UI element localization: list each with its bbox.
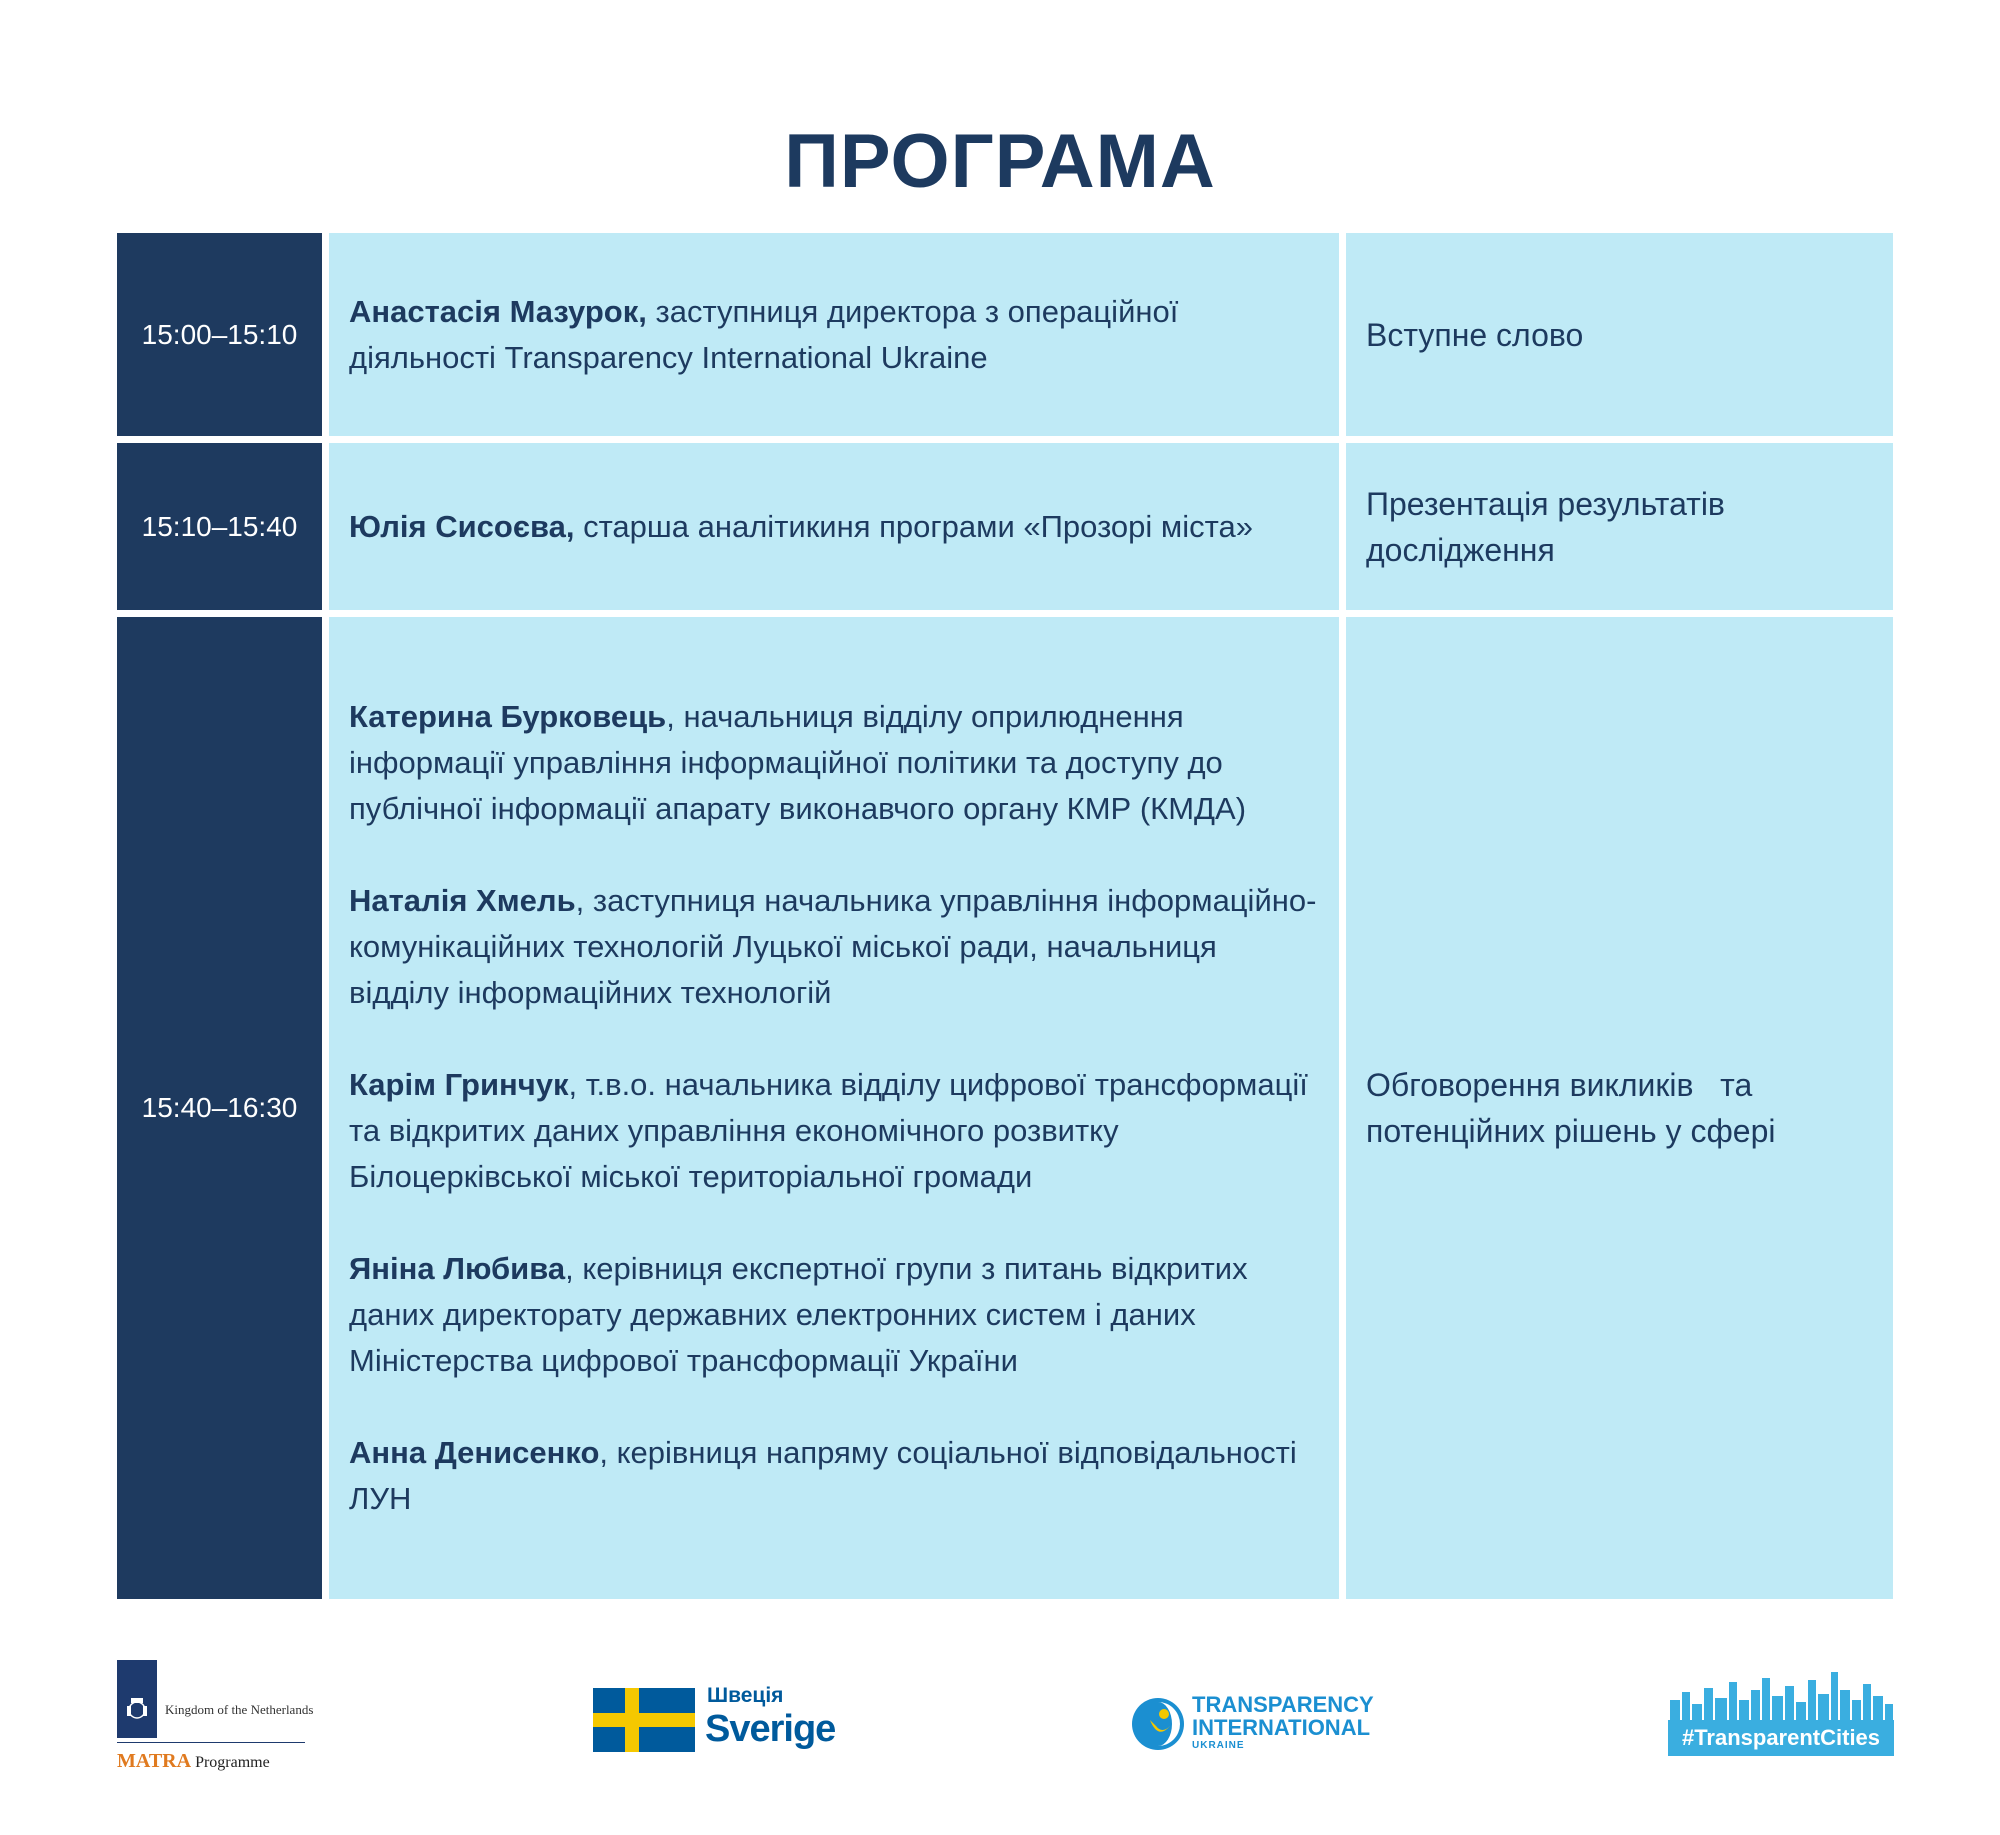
transparent-cities-logo (1668, 1670, 1894, 1760)
speaker-entry (349, 504, 1319, 550)
sweden-logo (593, 1680, 853, 1760)
speakers-cell (329, 443, 1339, 610)
topic-cell (1346, 617, 1893, 1599)
speaker-entry (349, 1062, 1319, 1200)
speaker-role: , т.в.о. начальника відділу цифрової трансформації та відкритих даних управління економічного розвитку Білоцерківської міської територіальної громади (349, 1067, 1308, 1194)
speaker-role: , заступниця начальника управління інформаційно-комунікаційних технологій Луцької міської ради, начальниця відділу інформаційних технологій (349, 883, 1317, 1010)
time-cell: 15:00–15:10 (117, 233, 322, 436)
speaker-entry (349, 694, 1319, 832)
speaker-role: старша аналітикиня програми «Прозорі міста» (574, 508, 1253, 544)
topic-text: Вступне слово (1366, 316, 1584, 353)
topic-cell (1346, 443, 1893, 610)
logo-divider (117, 1742, 305, 1743)
schedule-row (117, 233, 1893, 436)
city-skyline-icon (1668, 1670, 1894, 1722)
speaker-entry (349, 289, 1319, 381)
matra-text: MATRA (117, 1750, 192, 1772)
time-cell: 15:40–16:30 (117, 617, 322, 1599)
netherlands-text: Kingdom of the Netherlands (165, 1702, 314, 1717)
topic-text: Обговорення викликів та потенційних рішень у сфері (1366, 1067, 1776, 1149)
schedule-row (117, 443, 1893, 610)
speaker-name: Анна Денисенко (349, 1435, 600, 1470)
speakers-cell (329, 233, 1339, 436)
programme-text: Programme (195, 1754, 270, 1771)
partner-logos (0, 1660, 2000, 1780)
sweden-name-text: Sverige (705, 1708, 836, 1750)
speaker-name: Наталія Хмель (349, 883, 576, 918)
speaker-entry (349, 878, 1319, 1016)
speaker-entry (349, 1246, 1319, 1384)
speaker-name: Катерина Бурковець (349, 699, 667, 734)
sweden-ua-text: Швеція (707, 1684, 784, 1707)
matra-line (117, 1750, 270, 1773)
speaker-name: Анастасія Мазурок, (349, 293, 647, 329)
time-cell: 15:10–15:40 (117, 443, 322, 610)
topic-cell (1346, 233, 1893, 436)
ti-ukraine-logo (1130, 1690, 1400, 1760)
schedule-row (117, 617, 1893, 1599)
speaker-role: , керівниця напряму соціальної відповідальності ЛУН (349, 1435, 1297, 1516)
speaker-name: Яніна Любива (349, 1251, 566, 1286)
ti-globe-icon (1130, 1696, 1186, 1752)
speakers-cell (329, 617, 1339, 1599)
hashtag-badge (1668, 1720, 1894, 1756)
ti-line1: TRANSPARENCY (1192, 1692, 1374, 1717)
topic-text: Презентація результатів дослідження (1366, 485, 1725, 568)
ti-line2: INTERNATIONAL (1192, 1715, 1371, 1740)
speaker-role: , начальниця відділу оприлюднення інформації управління інформаційної політики та доступу до публічної інформації апарату виконавчого органу КМР (КМДА) (349, 699, 1247, 826)
speaker-role: заступниця директора з операційної діяльності Transparency International Ukraine (349, 293, 1179, 375)
netherlands-matra-logo (117, 1660, 317, 1780)
speaker-name: Юлія Сисоєва, (349, 508, 575, 544)
netherlands-emblem-icon (117, 1660, 157, 1738)
ti-line3: UKRAINE (1192, 1740, 1245, 1751)
sweden-flag-icon (593, 1688, 695, 1752)
hashtag-text: #TransparentCities (1681, 1725, 1881, 1750)
speaker-entry (349, 1430, 1319, 1522)
speaker-role: , керівниця експертної групи з питань відкритих даних директорату державних електронних систем і даних Міністерства цифрової трансформації України (349, 1251, 1248, 1378)
speaker-name: Карім Гринчук (349, 1067, 569, 1102)
page-title: ПРОГРАМА (784, 119, 1216, 204)
